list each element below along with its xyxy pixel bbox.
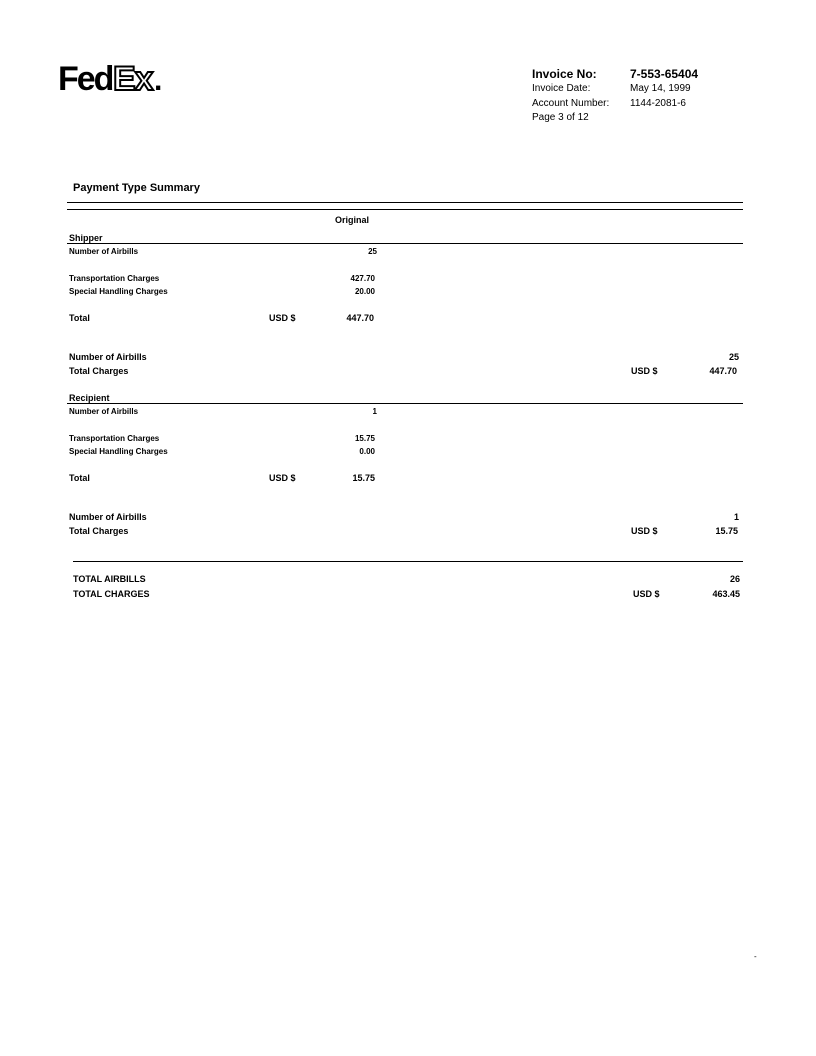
section-name-recipient: Recipient bbox=[69, 393, 110, 403]
logo-dot: . bbox=[154, 64, 163, 97]
account-number-label: Account Number: bbox=[532, 98, 610, 109]
recipient-sub-currency: USD $ bbox=[631, 526, 658, 536]
top-rule-1 bbox=[67, 202, 743, 203]
recipient-sub-charges-label: Total Charges bbox=[69, 526, 129, 536]
invoice-date-value: May 14, 1999 bbox=[630, 83, 691, 94]
total-charges-currency: USD $ bbox=[633, 589, 660, 599]
logo-ex: Ex bbox=[113, 60, 153, 98]
total-airbills-label: TOTAL AIRBILLS bbox=[73, 574, 146, 584]
shipper-total-value: 447.70 bbox=[346, 313, 374, 323]
top-rule-2 bbox=[67, 209, 743, 210]
total-charges-value: 463.45 bbox=[712, 589, 740, 599]
shipper-sub-currency: USD $ bbox=[631, 366, 658, 376]
invoice-no-label: Invoice No: bbox=[532, 67, 597, 81]
shipper-sub-charges-label: Total Charges bbox=[69, 366, 129, 376]
shipper-sub-airbills-label: Number of Airbills bbox=[69, 352, 147, 362]
summary-title: Payment Type Summary bbox=[73, 182, 200, 194]
column-header-original: Original bbox=[335, 215, 370, 225]
recipient-rule bbox=[67, 403, 743, 404]
total-airbills-value: 26 bbox=[729, 574, 740, 584]
recipient-sub-charges-value: 15.75 bbox=[715, 526, 738, 536]
invoice-no-value: 7-553-65404 bbox=[630, 67, 699, 81]
recipient-transport-value: 15.75 bbox=[354, 434, 375, 443]
fedex-logo-mark bbox=[58, 58, 166, 98]
shipper-sub-charges-value: 447.70 bbox=[709, 366, 737, 376]
recipient-special-label: Special Handling Charges bbox=[69, 447, 168, 456]
recipient-total-value: 15.75 bbox=[352, 473, 375, 483]
shipper-rule bbox=[67, 243, 743, 244]
recipient-total-label: Total bbox=[69, 473, 90, 483]
recipient-airbills-value: 1 bbox=[372, 407, 377, 416]
recipient-airbills-label: Number of Airbills bbox=[69, 407, 139, 416]
logo-fed: Fed bbox=[58, 60, 113, 98]
fedex-logo bbox=[58, 58, 166, 98]
total-charges-label: TOTAL CHARGES bbox=[73, 589, 150, 599]
page-indicator: Page 3 of 12 bbox=[532, 112, 589, 123]
recipient-sub-airbills-value: 1 bbox=[733, 512, 739, 522]
shipper-airbills-value: 25 bbox=[368, 247, 377, 256]
grand-total-rule bbox=[73, 561, 743, 562]
shipper-sub-airbills-value: 25 bbox=[728, 352, 739, 362]
shipper-airbills-label: Number of Airbills bbox=[69, 247, 139, 256]
invoice-date-label: Invoice Date: bbox=[532, 83, 591, 94]
section-name-shipper: Shipper bbox=[69, 233, 103, 243]
recipient-transport-label: Transportation Charges bbox=[69, 434, 160, 443]
shipper-total-currency: USD $ bbox=[269, 313, 296, 323]
shipper-special-value: 20.00 bbox=[354, 287, 375, 296]
shipper-special-label: Special Handling Charges bbox=[69, 287, 168, 296]
recipient-total-currency: USD $ bbox=[269, 473, 296, 483]
account-number-value: 1144-2081-6 bbox=[630, 98, 686, 109]
shipper-total-label: Total bbox=[69, 313, 90, 323]
shipper-transport-label: Transportation Charges bbox=[69, 274, 160, 283]
recipient-sub-airbills-label: Number of Airbills bbox=[69, 512, 147, 522]
footer-mark: - bbox=[754, 952, 757, 961]
recipient-special-value: 0.00 bbox=[359, 447, 375, 456]
shipper-transport-value: 427.70 bbox=[350, 274, 375, 283]
